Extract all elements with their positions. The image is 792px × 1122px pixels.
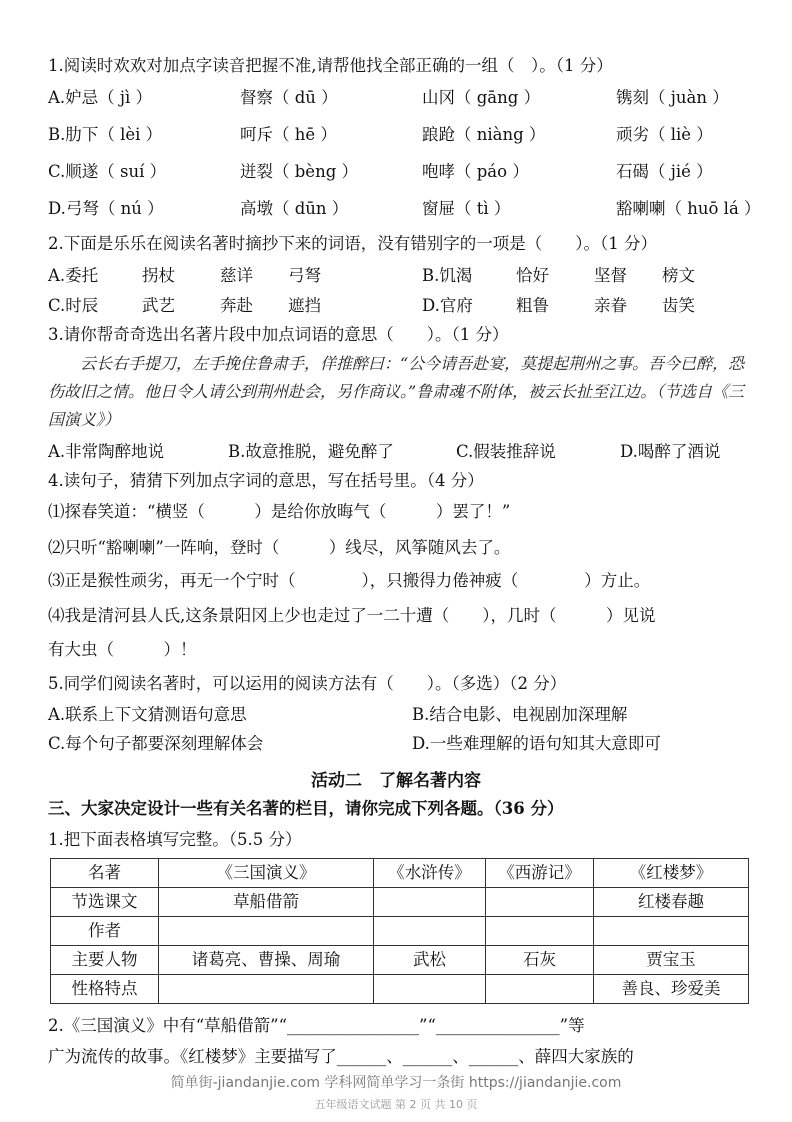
table-header-cell: 《水浒传》 (374, 859, 486, 888)
q2-word-item: 慈详 (220, 266, 253, 285)
q5-option-b: B.结合电影、电视剧加深理解 (412, 705, 628, 724)
table-cell[interactable] (159, 975, 374, 1004)
table-cell[interactable] (486, 975, 594, 1004)
q2-word-item: 奔赴 (220, 296, 253, 315)
q1-stem: 1.阅读时欢欢对加点字读音把握不准,请帮他找全部正确的一组（ ）。（1 分） (48, 56, 613, 75)
q1-option-item: A.妒忌（ jì ） (48, 88, 153, 107)
q1-option-item: 镌刻（ juàn ） (616, 88, 729, 107)
table-row (51, 975, 749, 1004)
table-cell: 作者 (51, 917, 159, 946)
q1-option-item: 踉跄（ niàng ） (422, 125, 546, 144)
q2-word-item: C.时辰 (48, 296, 99, 315)
table-row (51, 888, 749, 917)
q2-word-item: 粗鲁 (516, 296, 549, 315)
q3-option-c: C.假装推辞说 (456, 442, 556, 461)
q2-word-item: 恰好 (516, 266, 549, 285)
table-cell: 草船借箭 (159, 888, 374, 917)
q2-word-item: 榜文 (662, 266, 695, 285)
q2-word-item: 弓弩 (288, 266, 321, 285)
q1-option-item: B.肋下（ lèi ） (48, 125, 163, 144)
q1-option-item: 豁喇喇（ huō lá ） (616, 199, 761, 218)
table-header-cell: 《西游记》 (486, 859, 594, 888)
table-header-cell: 《三国演义》 (159, 859, 374, 888)
q1-option-item: 督察（ dū ） (240, 88, 338, 107)
q2-word-item: 武艺 (142, 296, 175, 315)
table-cell: 性格特点 (51, 975, 159, 1004)
q2-word-item: D.官府 (422, 296, 473, 315)
q2-word-item: 亲眷 (594, 296, 627, 315)
q3-option-d: D.喝醉了酒说 (620, 442, 721, 461)
table-cell: 石灰 (486, 946, 594, 975)
table-cell[interactable] (374, 917, 486, 946)
q5-option-d: D.一些难理解的语句知其大意即可 (412, 734, 661, 753)
q1-option-item: 顽劣（ liè ） (616, 125, 713, 144)
table-cell: 善良、珍爱美 (594, 975, 749, 1004)
q4-sentence-1: ⑴探春笑道：“横竖（ ）是给你放晦气（ ）罢了！” (48, 502, 511, 521)
q5-option-a: A.联系上下文猜测语句意思 (48, 705, 247, 724)
table-cell: 主要人物 (51, 946, 159, 975)
page-number: 五年级语文试题 第 2 页 共 10 页 (314, 1098, 478, 1111)
table-cell: 诸葛亮、曹操、周瑜 (159, 946, 374, 975)
table-cell: 贾宝玉 (594, 946, 749, 975)
q3-option-a: A.非常陶醉地说 (48, 442, 165, 461)
table-cell[interactable] (486, 917, 594, 946)
q1-option-item: D.弓弩（ nú ） (48, 199, 164, 218)
q1-option-item: 石碣（ jié ） (616, 162, 713, 181)
q4-stem: 4.读句子，猜猜下列加点字词的意思，写在括号里。（4 分） (48, 471, 484, 490)
classics-table (50, 858, 749, 1004)
q2-word-item: 遮挡 (288, 296, 321, 315)
table-cell[interactable] (374, 975, 486, 1004)
q1-option-item: 呵斥（ hē ） (240, 125, 337, 144)
table-question-stem: 1.把下面表格填写完整。（5.5 分） (48, 830, 302, 849)
q4-sentence-4a: ⑷我是清河县人氏,这条景阳冈上少也走过了一二十遭（ ），几时（ ）见说 (48, 606, 656, 625)
q2-word-item: 拐杖 (142, 266, 175, 285)
table-cell: 红楼春趣 (594, 888, 749, 917)
table-row (51, 946, 749, 975)
q1-option-item: C.顺遂（ suí ） (48, 162, 167, 181)
q5-stem: 5.同学们阅读名著时，可以运用的阅读方法有（ ）。（多选）（2 分） (48, 674, 567, 693)
q1-option-item: 迸裂（ bèng ） (240, 162, 359, 181)
q4-sentence-4b: 有大虫（ ）！ (48, 640, 197, 659)
q2-word-item: A.委托 (48, 266, 99, 285)
table-row (51, 917, 749, 946)
q2-stem: 2.下面是乐乐在阅读名著时摘抄下来的词语，没有错别字的一项是（ ）。（1 分） (48, 234, 657, 253)
q1-option-item: 窗屉（ tì ） (422, 199, 511, 218)
q4-sentence-2: ⑵只听“豁喇喇”一阵响，登时（ ）线尽，风筝随风去了。 (48, 538, 511, 557)
q1-option-item: 高墩（ dūn ） (240, 199, 349, 218)
table-cell[interactable] (486, 888, 594, 917)
q3-stem: 3.请你帮奇奇选出名著片段中加点词语的意思（ ）。（1 分） (48, 325, 509, 344)
table-cell[interactable] (159, 917, 374, 946)
footer-watermark: 简单街-jiandanjie.com 学科网简单学习一条街 https://jiandanjie.com (170, 1075, 622, 1091)
table-header-cell: 《红楼梦》 (594, 859, 749, 888)
table-cell[interactable] (594, 917, 749, 946)
table-cell[interactable] (374, 888, 486, 917)
table-cell: 节选课文 (51, 888, 159, 917)
table-cell: 武松 (374, 946, 486, 975)
q1-option-item: 山冈（ gāng ） (422, 88, 541, 107)
q2-word-item: 齿笑 (662, 296, 695, 315)
q2-word-item: B.饥渴 (422, 266, 473, 285)
table-header-cell: 名著 (51, 859, 159, 888)
q4-sentence-3: ⑶正是猴性顽劣，再无一个宁时（ ），只搬得力倦神疲（ ）方止。 (48, 571, 651, 590)
q3-passage: 云长右手提刀，左手挽住鲁肃手，佯推醉曰：“公今请吾赴宴，莫提起荆州之事。吾今已醉，恐伤故旧之情。他日令人请公到荆州赴会，另作商议。”鲁肃魂不附体，被云长扯至江边。（节选自《三国演义》） (48, 354, 745, 429)
q5-option-c: C.每个句子都要深刻理解体会 (48, 734, 264, 753)
q1-option-item: 咆哮（ páo ） (422, 162, 529, 181)
q2-word-item: 坚督 (594, 266, 627, 285)
q2b-line-2: 广为流传的故事。《红楼梦》主要描写了______、______、______、薛四大家族的 (48, 1047, 634, 1066)
q2b-line-1: 2.《三国演义》中有“草船借箭”“________________”“_______________”等 (48, 1016, 585, 1035)
section-3-title: 三、大家决定设计一些有关名著的栏目，请你完成下列各题。（36 分） (48, 799, 564, 818)
activity-title: 活动二 了解名著内容 (311, 771, 481, 791)
table-header-row (51, 859, 749, 888)
q3-option-b: B.故意推脱，避免醉了 (228, 442, 394, 461)
